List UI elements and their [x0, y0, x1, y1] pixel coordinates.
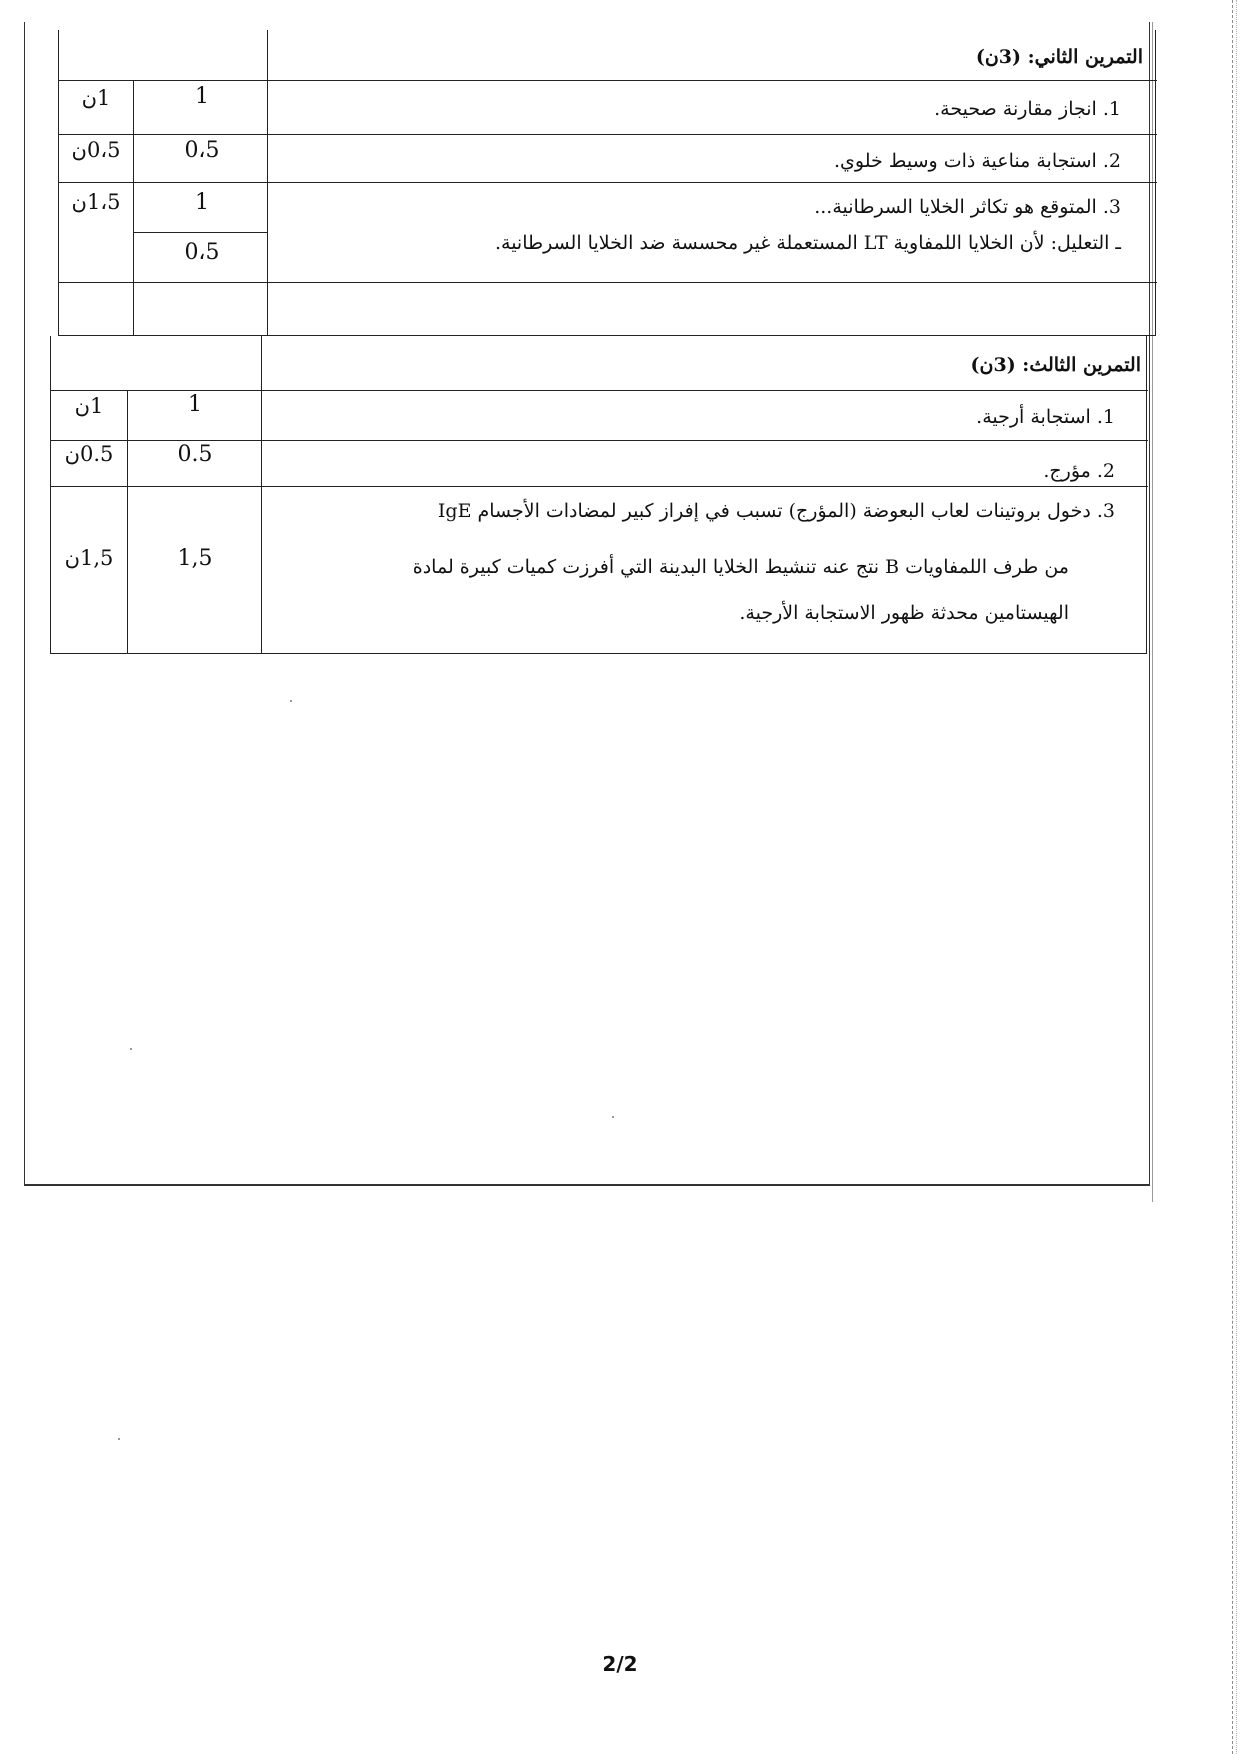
exercise-2-table: [58, 30, 1156, 336]
points-cell: 0،5: [184, 240, 220, 265]
points-cell: 0،5: [184, 138, 220, 163]
column-divider: [261, 336, 262, 653]
total-cell: 1ن: [81, 86, 111, 110]
row-divider: [51, 390, 1148, 391]
exercise-3-item-3-line-1: 3. دخول بروتينات لعاب البعوضة (المؤرج) تسبب في إفراز كبير لمضادات الأجسام IgE: [437, 500, 1115, 522]
row-divider: [59, 134, 1157, 135]
row-divider: [51, 440, 1148, 441]
exercise-3-title: التمرين الثالث: (3ن): [970, 354, 1141, 376]
row-divider: [59, 182, 1157, 183]
row-divider: [133, 232, 267, 233]
points-cell: 1: [188, 392, 202, 417]
total-cell: 0،5ن: [71, 138, 121, 162]
scan-edge-2: [1236, 0, 1237, 1754]
exercise-3-item-1: 1. استجابة أرجية.: [976, 406, 1115, 428]
scan-speck: [612, 1116, 614, 1118]
points-cell: 1: [195, 84, 209, 109]
column-divider: [127, 390, 128, 653]
points-cell: 1,5: [177, 546, 213, 571]
exercise-2-item-3: 3. المتوقع هو تكاثر الخلايا السرطانية...: [814, 196, 1121, 218]
scan-speck: [130, 1048, 132, 1050]
points-cell: 1: [195, 190, 209, 215]
exercise-2-item-3-justification: ـ التعليل: لأن الخلايا اللمفاوية LT المستعملة غير محسسة ضد الخلايا السرطانية.: [494, 232, 1121, 254]
exercise-3-item-3-line-3: الهيستامين محدثة ظهور الاستجابة الأرجية.: [739, 602, 1069, 624]
exercise-3-item-3-line-2: من طرف اللمفاويات B نتج عنه تنشيط الخلايا البدينة التي أفرزت كميات كبيرة لمادة: [412, 556, 1069, 578]
row-divider: [59, 80, 1157, 81]
exercise-2-title: التمرين الثاني: (3ن): [975, 46, 1143, 68]
exercise-2-item-1: 1. انجاز مقارنة صحيحة.: [934, 98, 1121, 120]
exercise-3-item-2: 2. مؤرج.: [1043, 460, 1115, 482]
page-number: 2/2: [602, 1652, 638, 1676]
row-divider: [51, 486, 1148, 487]
total-cell: 0.5ن: [64, 442, 114, 466]
row-divider: [59, 282, 1157, 283]
scan-speck: [118, 1438, 120, 1440]
total-cell: 1ن: [74, 394, 104, 418]
total-cell: 1،5ن: [71, 190, 121, 214]
exercise-2-item-2: 2. استجابة مناعية ذات وسيط خلوي.: [834, 150, 1121, 172]
total-cell: 1,5ن: [64, 546, 114, 570]
points-cell: 0.5: [177, 442, 213, 467]
scan-edge: [1232, 0, 1233, 1754]
scan-speck: [290, 700, 292, 702]
